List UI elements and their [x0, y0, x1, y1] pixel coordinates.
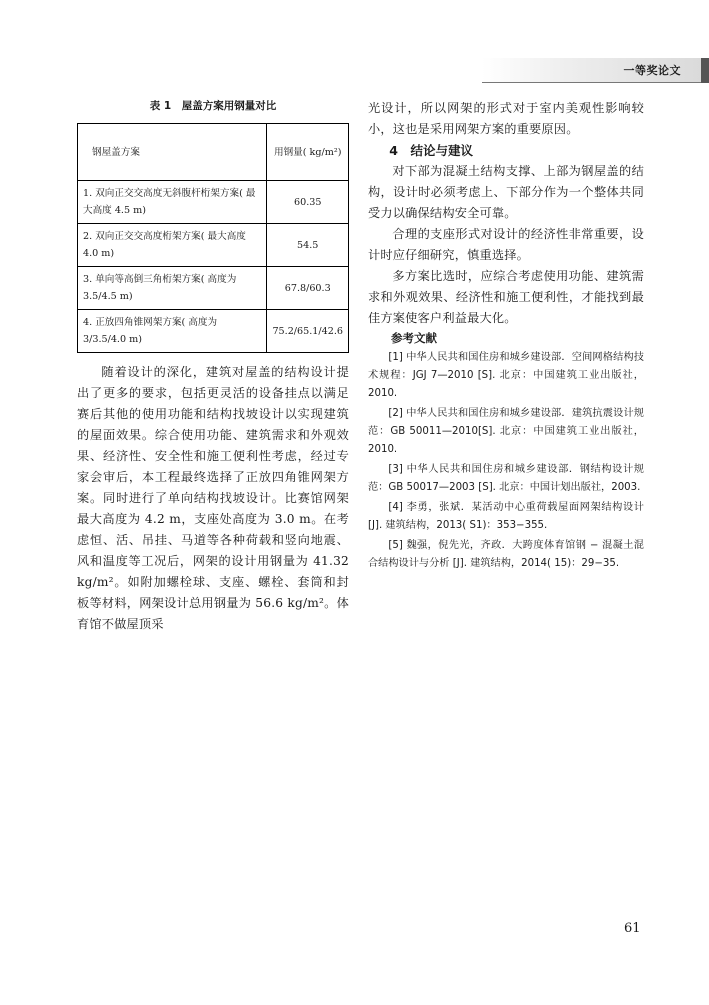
- table-row: [78, 267, 349, 310]
- reference-item: [1] 中华人民共和国住房和城乡建设部．空间网格结构技术规程：JGJ 7—2010 [S]. 北京：中国建筑工业出版社，2010.: [368, 352, 644, 399]
- continued-paragraph: 光设计，所以网架的形式对于室内美观性影响较小，这也是采用网架方案的重要原因。: [368, 101, 644, 136]
- table-cell-steel: 60.35: [267, 181, 349, 224]
- table-caption: 表 1 屋盖方案用钢量对比: [149, 100, 277, 112]
- body-paragraph: 多方案比选时，应综合考虑使用功能、建筑需求和外观效果、经济性和施工便利性，才能找到最佳方案使客户利益最大化。: [368, 269, 644, 325]
- body-paragraph: 对下部为混凝土结构支撑、上部为钢屋盖的结构，设计时必须考虑上、下部分作为一个整体共同受力以确保结构安全可靠。: [368, 164, 644, 220]
- body-paragraph: 合理的支座形式对设计的经济性非常重要，设计时应仔细研究，慎重选择。: [368, 227, 644, 262]
- column-header-scheme: 钢屋盖方案: [78, 124, 267, 181]
- left-column: [77, 98, 349, 635]
- references-heading: 参考文献: [391, 331, 437, 345]
- table-cell-steel: 67.8/60.3: [267, 267, 349, 310]
- column-header-steel: 用钢量( kg/m²): [267, 124, 349, 181]
- table-row: [78, 310, 349, 353]
- header-tab: [701, 58, 709, 83]
- table-cell-scheme: 1. 双向正交交高度无斜腹杆桁架方案( 最大高度 4.5 m): [78, 181, 267, 224]
- section-label: 一等奖论文: [623, 64, 681, 77]
- right-column: [368, 98, 644, 575]
- page-number: 61: [624, 921, 641, 936]
- table-cell-scheme: 2. 双向正交交高度桁架方案( 最大高度 4.0 m): [78, 224, 267, 267]
- steel-scheme-table: [77, 123, 349, 353]
- header-rule: [482, 82, 709, 83]
- table-header-row: [78, 124, 349, 181]
- table-row: [78, 181, 349, 224]
- table-cell-steel: 54.5: [267, 224, 349, 267]
- reference-item: [2] 中华人民共和国住房和城乡建设部．建筑抗震设计规范：GB 50011—2010[S]. 北京：中国建筑工业出版社，2010.: [368, 408, 644, 455]
- reference-item: [5] 魏强，倪先光，齐政．大跨度体育馆钢 − 混凝土混合结构设计与分析 [J]. 建筑结构，2014( 15)：29−35.: [368, 540, 644, 569]
- reference-item: [4] 李勇，张斌．某活动中心重荷载屋面网架结构设计 [J]. 建筑结构，2013( S1)：353−355.: [368, 502, 644, 531]
- table-cell-steel: 75.2/65.1/42.6: [267, 310, 349, 353]
- body-paragraph: 随着设计的深化，建筑对屋盖的结构设计提出了更多的要求，包括更灵活的设备挂点以满足赛后其他的使用功能和结构找坡设计以实现建筑的屋面效果。综合使用功能、建筑需求和外观效果、经济性、安全性和施工便利性考虑，经过专家会审后，本工程最终选择了正放四角锥网架方案。同时进行了单向结构找坡设计。比赛馆网架最大高度为 4.2 m，支座处高度为 3.0 m。在考虑恒、活、吊挂、马道等各种荷载和竖向地震、风和温度等工况后，网架的设计用钢量为 41.32 kg/m²。如附加螺栓球、支座、螺栓、套筒和封板等材料，网架设计总用钢量为 56.6 kg/m²。体育馆不做屋顶采: [77, 365, 349, 631]
- section-heading: 4 结论与建议: [389, 143, 473, 158]
- table-row: [78, 224, 349, 267]
- reference-item: [3] 中华人民共和国住房和城乡建设部．钢结构设计规范：GB 50017—2003 [S]. 北京：中国计划出版社，2003.: [368, 464, 644, 493]
- table-cell-scheme: 3. 单向等高倒三角桁架方案( 高度为 3.5/4.5 m): [78, 267, 267, 310]
- table-cell-scheme: 4. 正放四角锥网架方案( 高度为 3/3.5/4.0 m): [78, 310, 267, 353]
